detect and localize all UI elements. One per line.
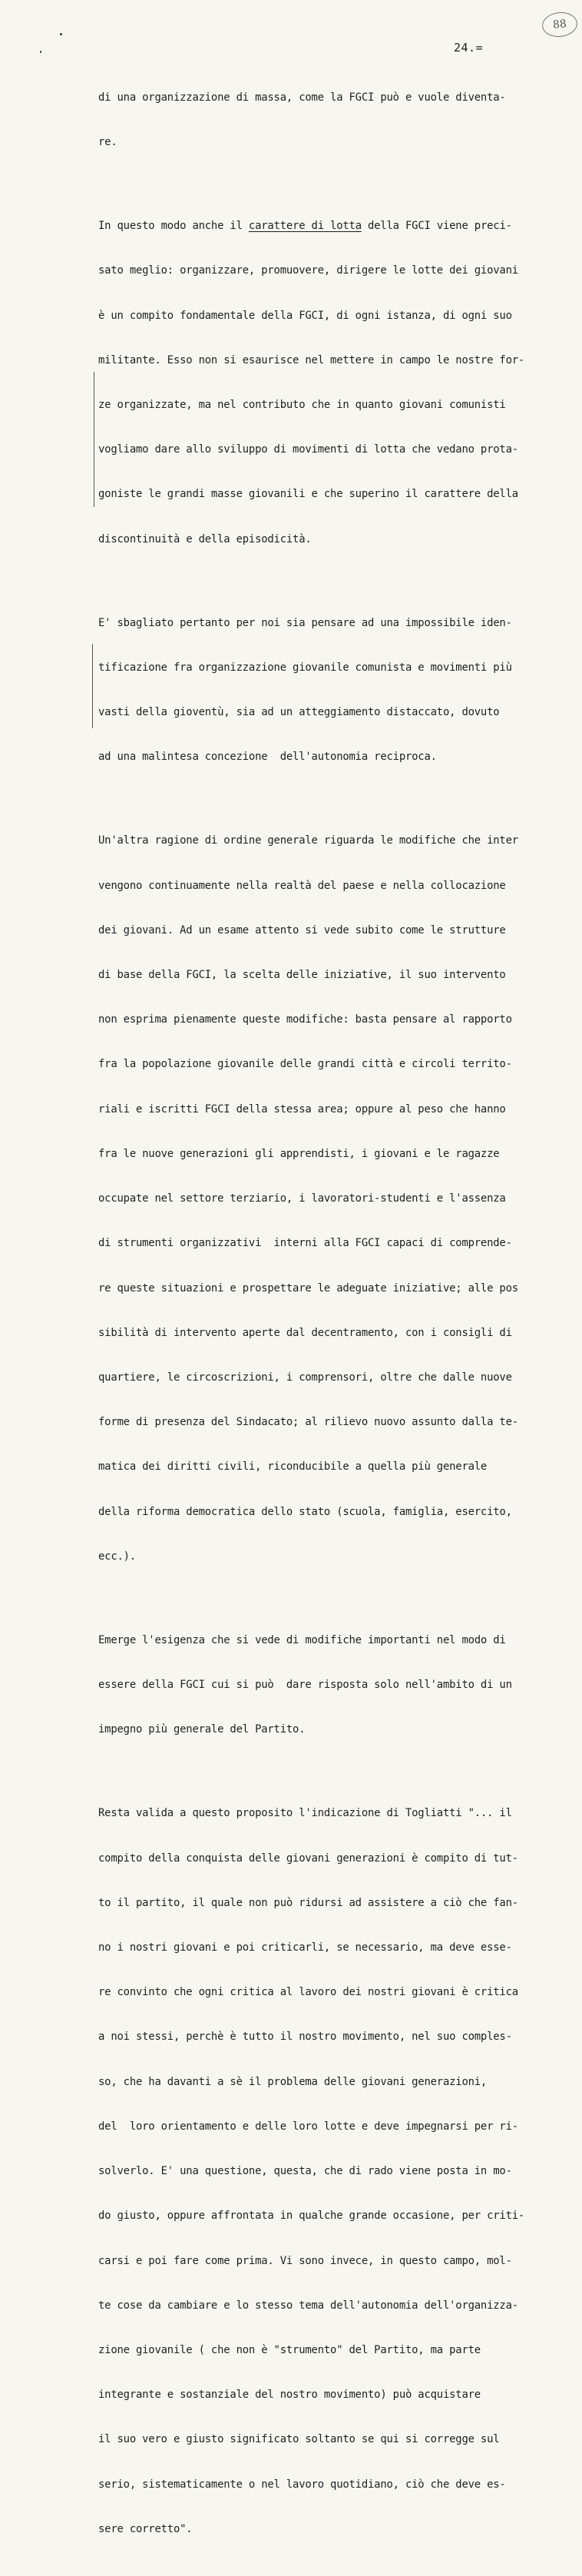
text-line: non esprima pienamente queste modifiche: basta pensare al rapporto xyxy=(98,1013,512,1026)
text-line: di strumenti organizzativi interni alla FGCI capaci di comprende- xyxy=(98,1237,512,1250)
paragraph-6 xyxy=(98,1777,571,2568)
text-line: fra la popolazione giovanile delle grandi città e circoli territo- xyxy=(98,1058,512,1071)
text-line: è un compito fondamentale della FGCI, di ogni istanza, di ogni suo xyxy=(98,309,512,322)
text-line: essere della FGCI cui si può dare risposta solo nell'ambito di un xyxy=(98,1679,512,1692)
paragraph-4 xyxy=(98,804,571,1595)
text-line: Emerge l'esigenza che si vede di modifiche importanti nel modo di xyxy=(98,1633,506,1646)
paragraph-5 xyxy=(98,1603,571,1767)
text-line: carsi e poi fare come prima. Vi sono invece, in questo campo, mol- xyxy=(98,2254,512,2267)
text-line: ze organizzate, ma nel contributo che in quanto giovani comunisti xyxy=(98,398,506,411)
text-line: sato meglio: organizzare, promuovere, dirigere le lotte dei giovani xyxy=(98,264,518,277)
text-line: sibilità di intervento aperte dal decentramento, con i consigli di xyxy=(98,1326,512,1339)
text-line: ecc.). xyxy=(98,1550,136,1563)
text-segment: della FGCI viene preci- xyxy=(361,220,512,233)
text-line: riali e iscritti FGCI della stessa area; oppure al peso che hanno xyxy=(98,1102,506,1116)
text-line: fra le nuove generazioni gli apprendisti, i giovani e le ragazze xyxy=(98,1147,500,1160)
text-line: forme di presenza del Sindacato; al rilievo nuovo assunto dalla te- xyxy=(98,1416,518,1429)
text-line: re. xyxy=(98,136,117,149)
text-line: E' sbagliato pertanto per noi sia pensare ad una impossibile iden- xyxy=(98,616,512,629)
text-line: il suo vero e giusto significato soltanto se qui si corregge sul xyxy=(98,2433,500,2446)
text-line: impegno più generale del Partito. xyxy=(98,1723,306,1736)
text-line: to il partito, il quale non può ridursi ad assistere a ciò che fan- xyxy=(98,1896,518,1909)
text-line: vasti della gioventù, sia ad un atteggiamento distaccato, dovuto xyxy=(98,706,500,719)
text-line: te cose da cambiare e lo stesso tema dell'autonomia dell'organizza- xyxy=(98,2299,518,2312)
text-segment: In questo modo anche il xyxy=(98,220,249,233)
text-line: compito della conquista delle giovani generazioni è compito di tut- xyxy=(98,1852,518,1865)
text-line: goniste le grandi masse giovanili e che superino il carattere della xyxy=(98,488,518,501)
text-line: serio, sistematicamente o nel lavoro quotidiano, ciò che deve es- xyxy=(98,2478,506,2491)
paragraph-3 xyxy=(98,586,571,795)
text-line: Un'altra ragione di ordine generale riguarda le modifiche che inter xyxy=(98,834,518,847)
text-line: no i nostri giovani e poi criticarli, se necessario, ma deve esse- xyxy=(98,1941,512,1954)
scan-speck xyxy=(60,33,62,35)
page-number: 24.= xyxy=(454,41,484,55)
paragraph-2 xyxy=(98,189,571,577)
text-line xyxy=(98,219,571,234)
text-line: sere corretto". xyxy=(98,2522,193,2535)
text-line: re convinto che ogni critica al lavoro dei nostri giovani è critica xyxy=(98,1986,518,1999)
text-line: so, che ha davanti a sè il problema delle giovani generazioni, xyxy=(98,2075,488,2088)
body-text xyxy=(98,61,571,2576)
paragraph-1 xyxy=(98,61,571,180)
text-line: Resta valida a questo proposito l'indicazione di Togliatti "... il xyxy=(98,1807,512,1820)
text-line: quartiere, le circoscrizioni, i comprensori, oltre che dalle nuove xyxy=(98,1371,512,1384)
text-line: del loro orientamento e delle loro lotte e deve impegnarsi per ri- xyxy=(98,2120,518,2133)
text-line: della riforma democratica dello stato (scuola, famiglia, esercito, xyxy=(98,1505,512,1518)
text-line: occupate nel settore terziario, i lavoratori-studenti e l'assenza xyxy=(98,1192,506,1205)
scan-speck xyxy=(40,51,41,53)
text-line: dei giovani. Ad un esame attento si vede subito come le strutture xyxy=(98,923,506,937)
text-line: ad una malintesa concezione dell'autonomia reciproca. xyxy=(98,751,437,764)
text-line: di base della FGCI, la scelta delle iniziative, il suo intervento xyxy=(98,968,506,981)
text-line: vogliamo dare allo sviluppo di movimenti di lotta che vedano prota- xyxy=(98,443,518,456)
text-line: matica dei diritti civili, riconducibile a quella più generale xyxy=(98,1460,488,1474)
text-line: solverlo. E' una questione, questa, che di rado viene posta in mo- xyxy=(98,2165,512,2178)
text-line: a noi stessi, perchè è tutto il nostro movimento, nel suo comples- xyxy=(98,2031,512,2044)
text-line: re queste situazioni e prospettare le adeguate iniziative; alle pos xyxy=(98,1281,518,1295)
text-line: militante. Esso non si esaurisce nel mettere in campo le nostre for- xyxy=(98,353,525,366)
text-line: di una organizzazione di massa, come la FGCI può e vuole diventa- xyxy=(98,91,506,104)
text-line: discontinuità e della episodicità. xyxy=(98,532,312,545)
text-line: tificazione fra organizzazione giovanile comunista e movimenti più xyxy=(98,661,512,674)
underlined-phrase: carattere di lotta xyxy=(248,220,362,233)
text-line: vengono continuamente nella realtà del paese e nella collocazione xyxy=(98,879,506,892)
text-line: do giusto, oppure affrontata in qualche grande occasione, per criti- xyxy=(98,2210,525,2223)
archive-stamp: 88 xyxy=(541,11,578,39)
margin-bracket xyxy=(92,644,93,728)
text-line: zione giovanile ( che non è "strumento" del Partito, ma parte xyxy=(98,2343,481,2356)
text-line: integrante e sostanziale del nostro movimento) può acquistare xyxy=(98,2389,481,2402)
